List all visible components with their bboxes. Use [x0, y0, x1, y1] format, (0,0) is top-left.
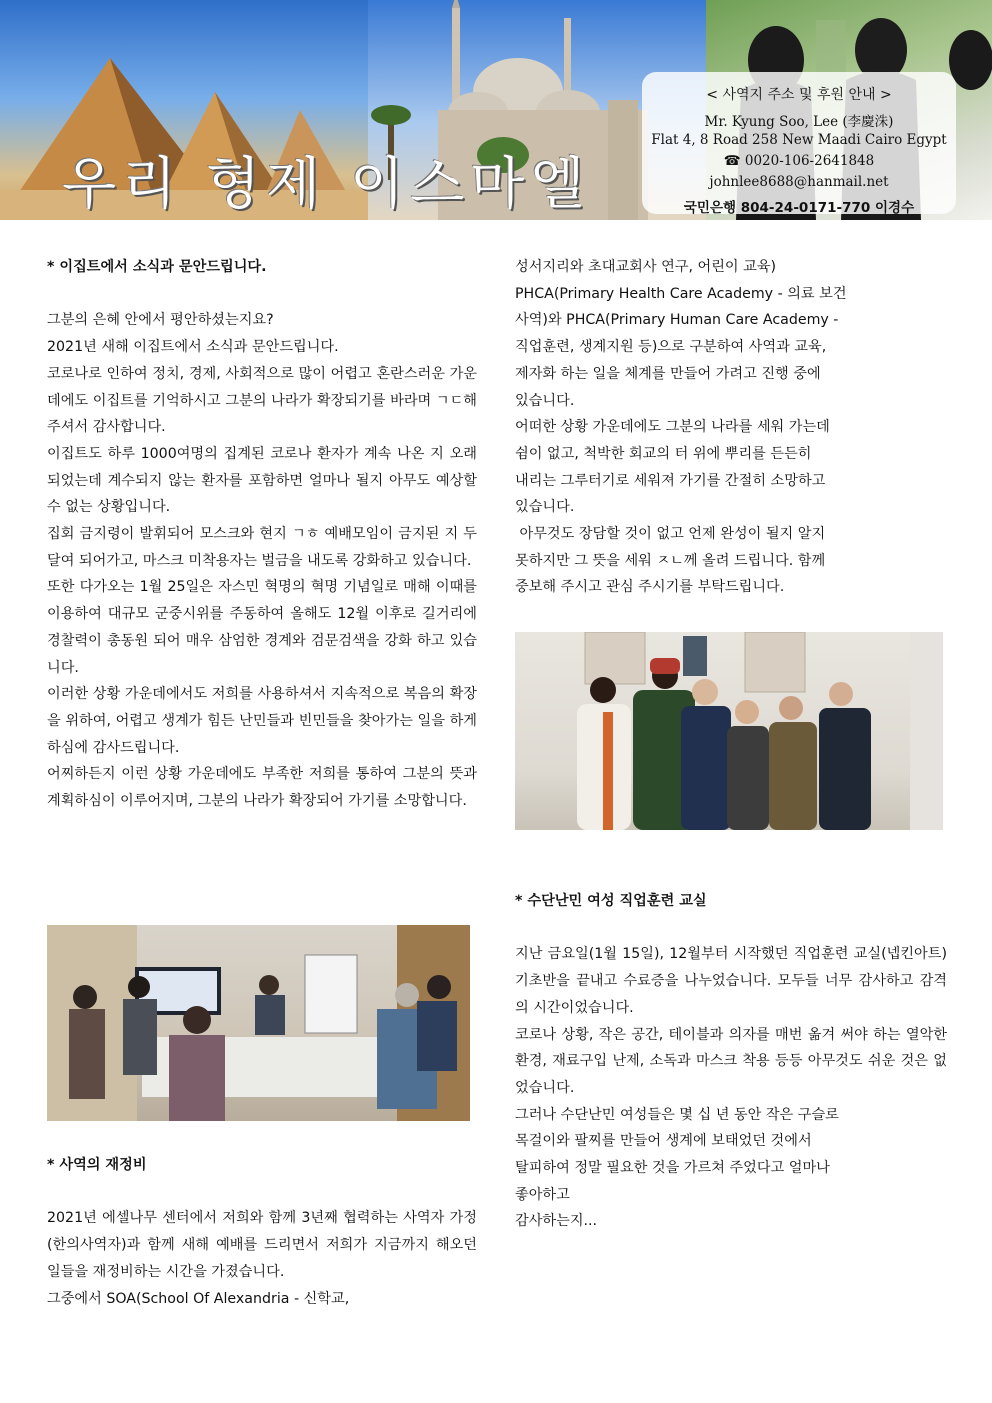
- paragraph: 코로나로 인하여 정치, 경제, 사회적으로 많이 어렵고 혼란스러운 가운데에도 이집트를 기억하시고 그분의 나라가 확장되기를 바라며 ㄱㄷ해 주셔서 감사합니다.: [47, 365, 477, 436]
- text-line: 좋아하고: [515, 1186, 570, 1203]
- text-line: 탈피하여 정말 필요한 것을 가르쳐 주었다고 얼마나: [515, 1160, 830, 1177]
- paragraph: 이러한 상황 가운데에서도 저희를 사용하셔서 지속적으로 복음의 확장을 위하여, 어렵고 생계가 힘든 난민들과 빈민들을 찾아가는 일을 하게 하심에 감사드립니다.: [47, 686, 477, 756]
- paragraph: 이집트도 하루 1000여명의 집계된 코로나 환자가 계속 나온 지 오래 되었는데 계수되지 않는 환자를 포함하면 얼마나 될지 아무도 예상할 수 없는 상황입니다.: [47, 445, 477, 516]
- text-line: 있습니다.: [515, 392, 575, 409]
- contact-address: Flat 4, 8 Road 258 New Maadi Cairo Egypt: [651, 132, 947, 148]
- right-column: [515, 254, 947, 601]
- paragraph: 또한 다가오는 1월 25일은 자스민 혁명의 혁명 기념일로 매해 이때를 이용하여 대규모 군중시위를 주동하여 올해도 12월 이후로 길거리에 경찰력이 총동원 되어 매우 삼엄한 경계와 검문검색을 강화 하고 있습니다.: [47, 579, 477, 676]
- paragraph: 지난 금요일(1월 15일), 12월부터 시작했던 직업훈련 교실(넵킨아트) 기초반을 끝내고 수료증을 나누었습니다. 모두들 너무 감사하고 감격의 시간이었습니다.: [515, 946, 947, 1016]
- text-line: 아무것도 장담할 것이 없고 언제 완성이 될지 알지: [515, 526, 826, 543]
- bank-account: 국민은행 804-24-0171-770 이경수: [683, 200, 915, 216]
- text-line: 그러나 수단난민 여성들은 몇 십 년 동안 작은 구슬로: [515, 1106, 839, 1123]
- contact-name: Mr. Kyung Soo, Lee (李慶洙): [704, 114, 894, 130]
- text-line: 감사하는지...: [515, 1213, 598, 1230]
- text-line: 성서지리와 초대교회사 연구, 어린이 교육): [515, 259, 777, 275]
- newsletter-title: 우리 형제 이스마엘: [62, 152, 591, 217]
- info-heading: < 사역지 주소 및 후원 안내 >: [706, 87, 892, 103]
- text-line: 제자화 하는 일을 체계를 만들어 가려고 진행 중에: [515, 365, 821, 382]
- paragraph: 그중에서 SOA(School Of Alexandria - 신학교,: [47, 1290, 350, 1307]
- section-heading-news: * 이집트에서 소식과 문안드립니다.: [47, 259, 267, 275]
- left-column-lower: [47, 1152, 477, 1312]
- greeting-line: 그분의 은혜 안에서 평안하셨는지요?: [47, 312, 274, 329]
- text-line: 직업훈련, 생계지원 등)으로 구분하여 사역과 교육,: [515, 339, 827, 356]
- paragraph: 집회 금지령이 발휘되어 모스크와 현지 ㄱㅎ 예배모임이 금지된 지 두 달여 되어가고, 마스크 미착용자는 벌금을 내도록 강화하고 있습니다.: [47, 526, 477, 569]
- group-illustration: [515, 632, 943, 830]
- text-line: 못하지만 그 뜻을 세워 ㅈㄴ께 올려 드립니다. 함께: [515, 552, 826, 569]
- text-line: 어떠한 상황 가운데에도 그분의 나라를 세워 가는데: [515, 419, 830, 436]
- section-heading-vocational-training: * 수단난민 여성 직업훈련 교실: [515, 893, 707, 909]
- left-column: [47, 254, 477, 815]
- text-line: 쉼이 없고, 척박한 회교의 터 위에 뿌리를 든든히: [515, 445, 812, 462]
- greeting-line: 2021년 새해 이집트에서 소식과 문안드립니다.: [47, 339, 339, 356]
- paragraph: 2021년 에셀나무 센터에서 저희와 함께 3년째 협력하는 사역자 가정(한의사역자)과 함께 새해 예배를 드리면서 저희가 지금까지 해오던 일들을 재정비하는 시간을 가졌습니다.: [47, 1210, 477, 1280]
- text-line: PHCA(Primary Health Care Academy - 의료 보건: [515, 285, 847, 302]
- text-line: 사역)와 PHCA(Primary Human Care Academy -: [515, 312, 839, 329]
- text-line: 중보해 주시고 관심 주시기를 부탁드립니다.: [515, 579, 785, 596]
- text-line: 목걸이와 팔찌를 만들어 생계에 보태었던 것에서: [515, 1133, 812, 1150]
- right-column-lower: [515, 888, 947, 1235]
- group-photo: [515, 632, 943, 830]
- paragraph: 어찌하든지 이런 상황 가운데에도 부족한 저희를 통하여 그분의 뜻과 계획하심이 이루어지며, 그분의 나라가 확장되어 가기를 소망합니다.: [47, 766, 477, 810]
- text-line: 있습니다.: [515, 499, 575, 516]
- header-banner: [0, 0, 992, 220]
- meeting-photo: [47, 925, 470, 1121]
- contact-phone: ☎ 0020-106-2641848: [723, 153, 875, 169]
- section-heading-reorganization: * 사역의 재정비: [47, 1157, 147, 1173]
- text-line: 내리는 그루터기로 세워져 가기를 간절히 소망하고: [515, 472, 826, 489]
- contact-email: johnlee8688@hanmail.net: [709, 174, 889, 190]
- paragraph: 코로나 상황, 작은 공간, 테이블과 의자를 매번 옮겨 써야 하는 열악한 환경, 재료구입 난제, 소독과 마스크 착용 등등 아무것도 쉬운 것은 없었습니다.: [515, 1026, 947, 1096]
- meeting-illustration: [47, 925, 470, 1121]
